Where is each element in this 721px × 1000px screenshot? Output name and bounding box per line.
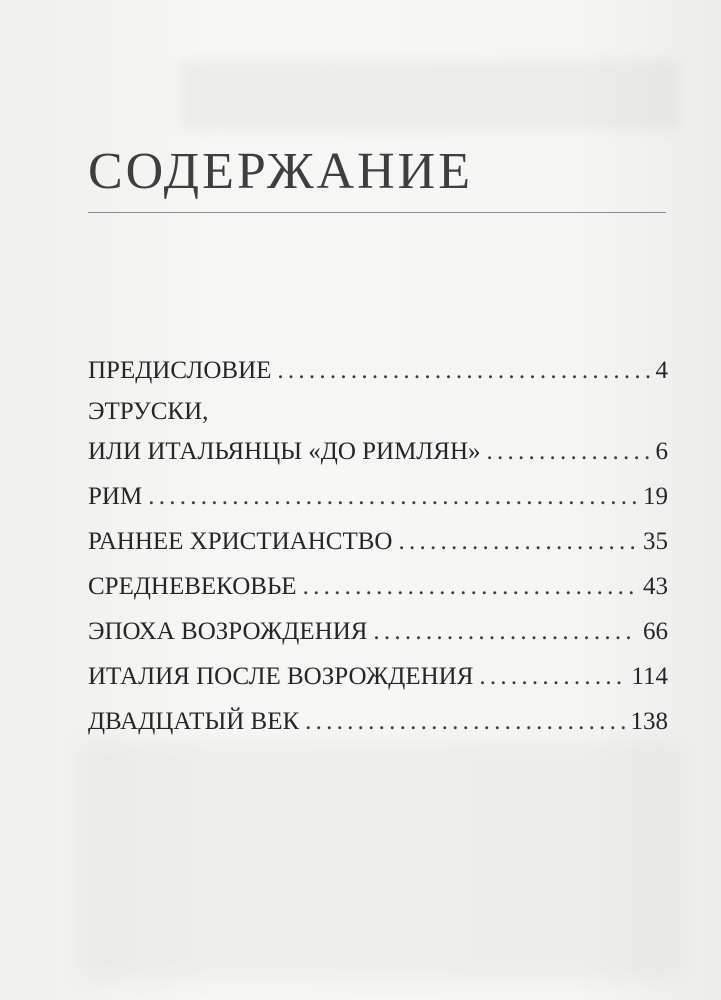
- toc-entry-rome[interactable]: [88, 474, 668, 519]
- toc-entry-preface[interactable]: [88, 348, 668, 393]
- toc-entry-page: 114: [631, 663, 668, 690]
- toc-entry-title: ИТАЛИЯ ПОСЛЕ ВОЗРОЖДЕНИЯ: [88, 663, 474, 690]
- toc-entry-page: 35: [643, 528, 668, 555]
- toc-entry-etruscans[interactable]: [88, 395, 668, 474]
- toc-entry-title: СРЕДНЕВЕКОВЬЕ: [88, 573, 297, 600]
- toc-entry-page: 66: [643, 618, 668, 645]
- toc-entry-title: ДВАДЦАТЫЙ ВЕК: [88, 708, 300, 735]
- dot-leader: [277, 348, 649, 393]
- toc-entry-after-renaissance[interactable]: [88, 654, 668, 699]
- toc-entry-renaissance[interactable]: [88, 609, 668, 654]
- dot-leader: [373, 609, 637, 654]
- toc-entry-middle-ages[interactable]: [88, 564, 668, 609]
- toc-entry-page: 19: [643, 483, 668, 510]
- toc-entry-title: ЭПОХА ВОЗРОЖДЕНИЯ: [88, 618, 368, 645]
- dot-leader: [148, 474, 637, 519]
- show-through-shadow-lower: [80, 740, 680, 980]
- toc-entry-title: ПРЕДИСЛОВИЕ: [88, 357, 272, 384]
- toc-entry-page: 138: [630, 708, 668, 735]
- toc-entry-twentieth-century[interactable]: [88, 699, 668, 744]
- show-through-shadow: [180, 60, 680, 130]
- dot-leader: [398, 519, 637, 564]
- toc-entry-early-christianity[interactable]: [88, 519, 668, 564]
- title-underline: [88, 212, 666, 213]
- toc-entry-page: 43: [643, 573, 668, 600]
- dot-leader: [303, 564, 637, 609]
- toc-entry-page: 4: [655, 357, 668, 384]
- toc-entry-title-line1: ЭТРУСКИ,: [88, 398, 209, 425]
- page-title: СОДЕРЖАНИЕ: [88, 143, 473, 200]
- dot-leader: [487, 429, 650, 474]
- toc-entry-title: ИЛИ ИТАЛЬЯНЦЫ «ДО РИМЛЯН»: [88, 438, 481, 465]
- table-of-contents: [88, 348, 668, 744]
- toc-entry-page: 6: [655, 438, 668, 465]
- toc-entry-title: РАННЕЕ ХРИСТИАНСТВО: [88, 528, 393, 555]
- dot-leader: [479, 654, 625, 699]
- toc-entry-title: РИМ: [88, 483, 143, 510]
- dot-leader: [305, 699, 624, 744]
